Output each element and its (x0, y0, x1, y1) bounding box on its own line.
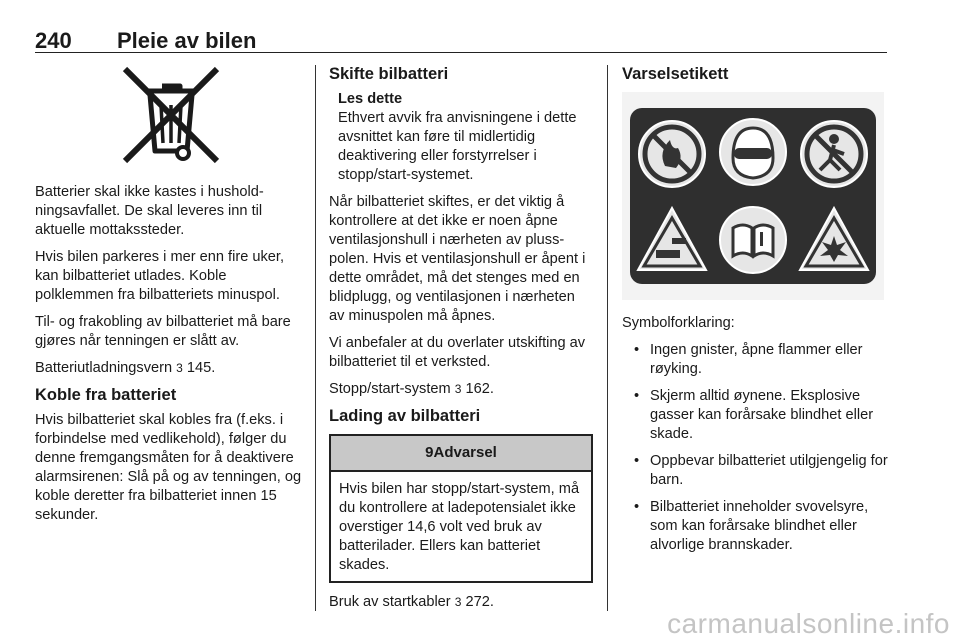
column-divider (607, 65, 608, 611)
column-right (622, 65, 888, 563)
list-item: • Bilbatteriet inneholder svovelsyre, som kan forårsake blindhet eller alvorlige brannskader. (622, 498, 888, 555)
column-divider (315, 65, 316, 611)
column-left (35, 65, 303, 533)
cross-reference[interactable] (35, 359, 303, 378)
section-heading: Varselsetikett (622, 65, 729, 83)
warning-label-icon (630, 108, 876, 284)
reference-text: Batteriutladningsvern (35, 360, 173, 376)
paragraph: Batterier skal ikke kastes i husholdningsavfallet. De skal leveres inn til aktuelle mottakssteder. (35, 184, 264, 238)
warning-triangle-icon: 9 (425, 444, 434, 461)
list-item: • Oppbevar bilbatteriet utilgjengelig for barn. (622, 452, 888, 490)
reference-page: 145. (186, 360, 216, 376)
reference-page: 272. (465, 594, 494, 610)
watermark: carmanualsonline.info (667, 608, 950, 639)
warning-title: Advarsel (433, 444, 497, 461)
paragraph: Hvis bilen parkeres i mer enn fire uker, kan bilbatteriet utlades. Koble polklemmen fra bilbatteriets minuspol. (35, 249, 285, 303)
eye-protection-icon (733, 128, 773, 178)
cross-reference[interactable] (329, 380, 593, 399)
legend-list (622, 341, 888, 555)
paragraph: Hvis bilbatteriet skal kobles fra (f.eks. i forbindelse med vedlikehold), følger du denne fremgangsmåten for å deaktivere alarmsirenen: Slå på og av tenningen, og koble deretter fra bilbatteriet innen 15 sekunder. (35, 412, 302, 523)
paragraph: Vi anbefaler at du overlater utskifting av bilbatteriet til et verksted. (329, 335, 586, 370)
warning-heading (331, 436, 591, 472)
section-heading: Skifte bilbatteri (329, 65, 449, 83)
section-heading: Koble fra batteriet (35, 386, 177, 404)
reference-text: Bruk av startkabler (329, 594, 451, 610)
paragraph: Når bilbatteriet skiftes, er det viktig å kontrollere at det ikke er noen åpne ventilasjonshull i nærheten av plusspolen. Hvis et ventilasjonshull er åpent i dette området, må det stenges med en blidplugg, og ventilasjonen i nærheten av minuspolen må åpnes. (329, 194, 586, 324)
list-item: • Ingen gnister, åpne flammer eller røyking. (622, 341, 888, 379)
warning-body: Hvis bilen har stopp/start-system, må du kontrollere at ladepotensialet ikke overstiger 14,6 volt ved bruk av batterilader. Ellers kan batteriet skades. (339, 481, 580, 573)
note-heading: Les dette (338, 91, 403, 107)
section-heading: Lading av bilbatteri (329, 407, 481, 425)
crossed-bin-icon (117, 65, 225, 165)
reference-arrow-icon: 3 (176, 361, 183, 375)
reference-arrow-icon: 3 (454, 595, 462, 609)
reference-page: 162. (465, 381, 494, 397)
reference-arrow-icon: 3 (454, 382, 462, 396)
reference-text: Stopp/start-system (329, 381, 451, 397)
note-body: Ethvert avvik fra anvisningene i dette avsnittet kan føre til midlertidig deaktivering eller forstyrrelser i stopp/start-systemet. (338, 110, 577, 183)
read-manual-icon (733, 225, 773, 256)
page-title: Pleie av bilen (117, 28, 257, 53)
note-block (329, 90, 593, 185)
warning-label-image (622, 92, 884, 300)
warning-box (329, 434, 593, 583)
paragraph: Til- og frakobling av bilbatteriet må bare gjøres når tenningen er slått av. (35, 314, 291, 349)
cross-reference[interactable] (329, 593, 593, 612)
page-number: 240 (35, 28, 72, 53)
column-middle (329, 65, 593, 620)
list-item: • Skjerm alltid øynene. Eksplosive gasser kan forårsake blindhet eller skade. (622, 387, 888, 444)
legend-intro: Symbolforklaring: (622, 315, 735, 331)
page-header (35, 28, 887, 53)
